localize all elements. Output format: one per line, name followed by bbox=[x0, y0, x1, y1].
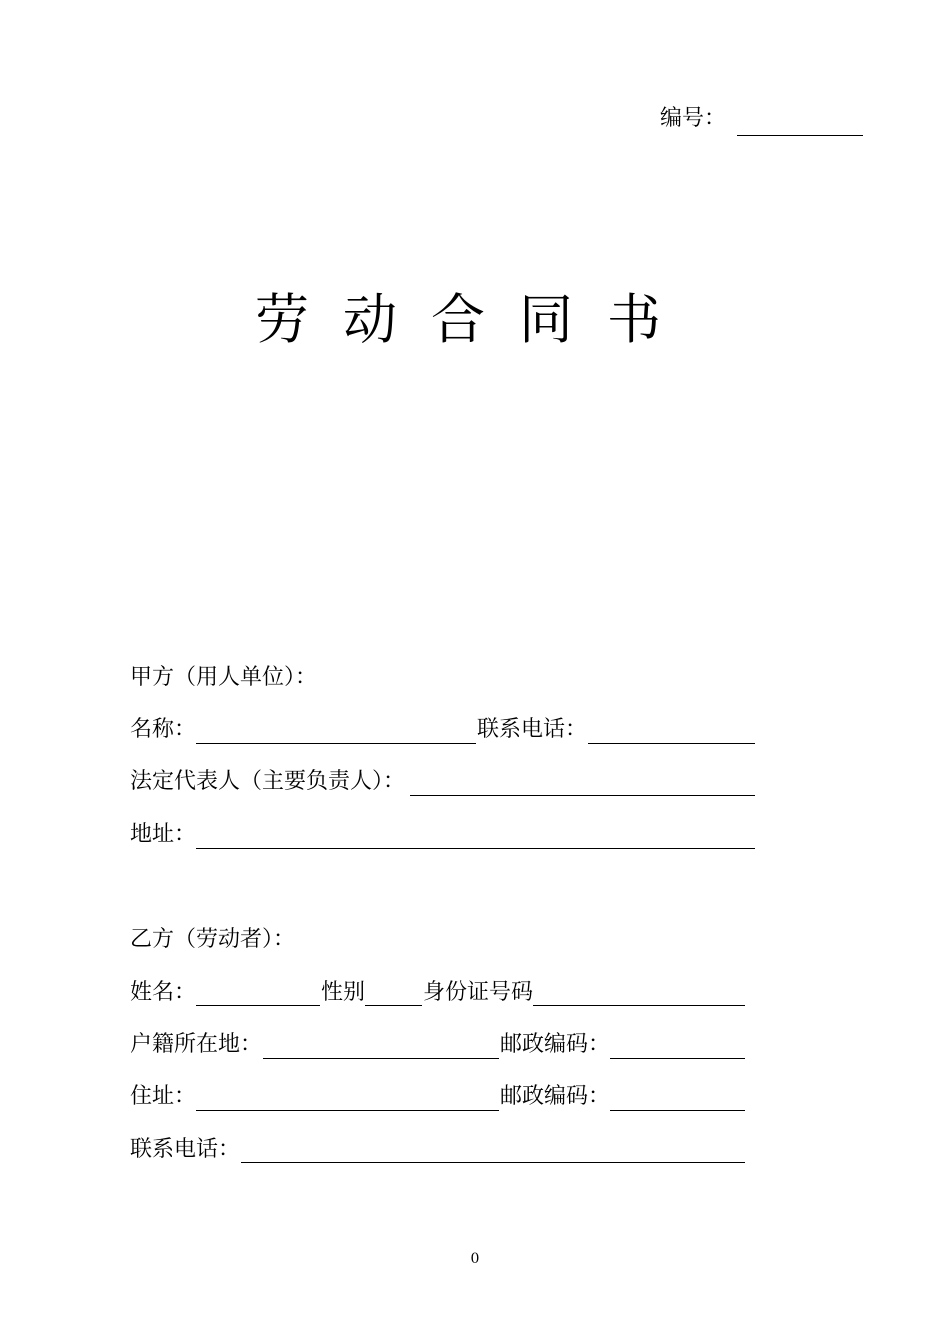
party-b-postcode-field-1[interactable] bbox=[610, 1058, 745, 1059]
party-b-postcode-field-2[interactable] bbox=[610, 1110, 745, 1111]
party-a-legal-rep-field[interactable] bbox=[410, 795, 755, 796]
party-b-name-label: 姓名： bbox=[130, 980, 197, 1005]
party-b-gender-label: 性别 bbox=[321, 980, 366, 1005]
party-a-name-label: 名称： bbox=[130, 717, 197, 742]
party-a-legal-rep-label: 法定代表人（主要负责人）： bbox=[130, 769, 406, 794]
party-b-phone-field[interactable] bbox=[241, 1162, 745, 1163]
serial-number-field[interactable] bbox=[737, 135, 863, 136]
party-b-residence-label: 住址： bbox=[130, 1084, 197, 1109]
party-b-postcode-label-2: 邮政编码： bbox=[500, 1084, 611, 1109]
party-b-name-field[interactable] bbox=[196, 1005, 320, 1006]
party-b-phone-label: 联系电话： bbox=[130, 1137, 241, 1162]
party-b-residence-field[interactable] bbox=[196, 1110, 499, 1111]
party-a-name-field[interactable] bbox=[196, 743, 476, 744]
party-a-phone-field[interactable] bbox=[588, 743, 755, 744]
serial-number-label: 编号： bbox=[660, 106, 727, 131]
document-title: 劳动合同书 bbox=[255, 288, 695, 351]
party-b-household-field[interactable] bbox=[263, 1058, 499, 1059]
party-a-address-label: 地址： bbox=[130, 822, 197, 847]
party-b-id-label: 身份证号码 bbox=[423, 980, 534, 1005]
party-a-address-field[interactable] bbox=[196, 848, 755, 849]
party-b-heading: 乙方（劳动者）： bbox=[130, 927, 296, 952]
party-b-gender-field[interactable] bbox=[365, 1005, 422, 1006]
party-b-id-field[interactable] bbox=[533, 1005, 745, 1006]
party-a-phone-label: 联系电话： bbox=[477, 717, 588, 742]
party-a-heading: 甲方（用人单位）： bbox=[130, 665, 318, 690]
party-b-household-label: 户籍所在地： bbox=[130, 1032, 263, 1057]
party-b-postcode-label-1: 邮政编码： bbox=[500, 1032, 611, 1057]
page-number: 0 bbox=[470, 1251, 480, 1267]
